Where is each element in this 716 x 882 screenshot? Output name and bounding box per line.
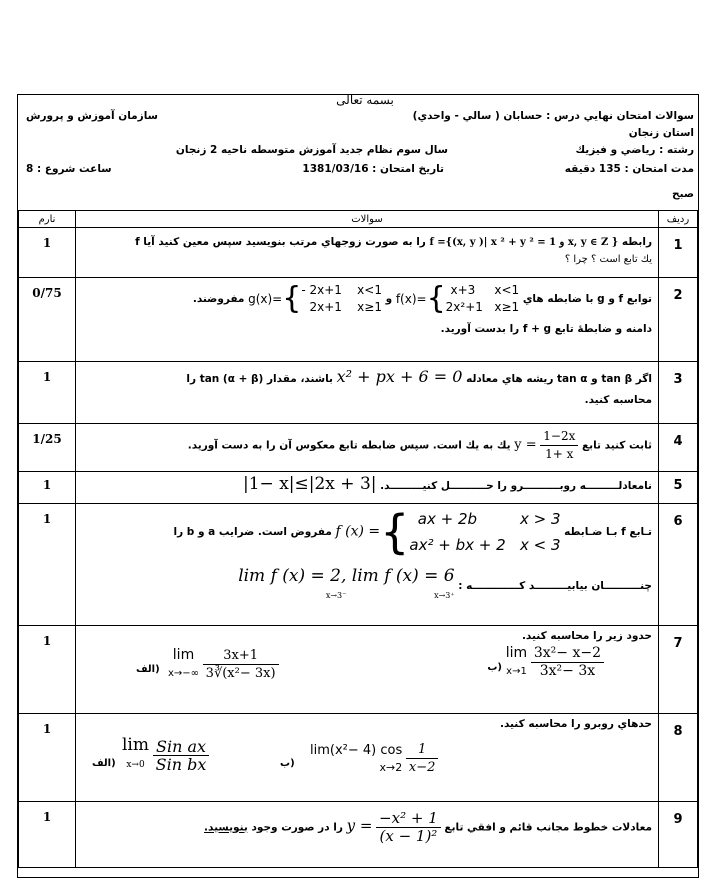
- question-text: حدود زير را محاسبه كنيد. ب) lim x→1 $\frac{\text{3x²− x−2}}{\text{3x²− 3x}}$ الف) lim x→−∞ $\frac{3x+1}{\text{3∛(x²− 3x)}}$: [136, 630, 652, 681]
- question-text: معادلات خطوط مجانب قائم و افقي تابع y = $\frac{\text{−x² + 1}}{\text{(x − 1)²}}$ را در صورت وجود بنويسيد.: [204, 809, 652, 845]
- col-row-header: رديف: [659, 211, 698, 228]
- question-number: 5: [673, 478, 683, 493]
- question-row: [19, 714, 698, 802]
- question-number: 7: [673, 636, 683, 651]
- province: استان زنجان: [628, 127, 694, 139]
- question-text: رابطه f ={(x, y )| x ² + y ² = 1 و x, y ∈ Z } را به صورت زوجهاي مرتب بنويسيد سپس معين كنيد آيا f يك تابع است ؟ چرا ؟: [135, 236, 652, 265]
- exam-title: سوالات امتحان نهايي درس : حسابان ( سالي - واحدي): [412, 110, 694, 122]
- grade: سال سوم نظام جديد آموزش متوسطه ناحيه 2 زنجان: [175, 144, 448, 156]
- question-number: 1: [673, 238, 683, 253]
- col-score-header: نارم: [19, 211, 76, 228]
- question-row: [19, 472, 698, 504]
- question-score: 1: [42, 722, 52, 736]
- question-score: 1: [42, 478, 52, 492]
- question-row: [19, 278, 698, 362]
- question-score: 1/25: [32, 432, 62, 446]
- start-time: ساعت شروع : 8: [26, 163, 112, 175]
- session: صبح: [672, 188, 694, 200]
- piecewise-f: f (x) ={ ax + 2b x > 3 ax² + bx + 2 x < 3: [335, 505, 561, 559]
- question-text: نامعادلـــــــــه روبــــــــــرو را حــــــــــل كنيـــــــــد. |1− x|≤|2x + 3|: [243, 474, 652, 494]
- field: رشته : رياضي و فيزيك: [575, 144, 694, 156]
- question-text: توابع f و g با ضابطه هاي f(x)={ x+3 x<1 2x²+1 x≥1 و g(x)={- 2x+1 x<1 2x+1 x≥1 مفروضند. دامنه و ضابطهٔ تابع f + g را بدست آوريد.: [192, 281, 652, 335]
- question-score: 1: [42, 634, 52, 648]
- question-row: [19, 362, 698, 424]
- exam-date: تاريخ امتحان : 1381/03/16: [302, 163, 444, 175]
- piecewise-f: f(x)={ x+3 x<1 2x²+1 x≥1: [395, 281, 520, 316]
- question-row: [19, 504, 698, 626]
- question-row: [19, 424, 698, 472]
- question-score: 1: [42, 512, 52, 526]
- piecewise-g: g(x)={- 2x+1 x<1 2x+1 x≥1: [248, 281, 382, 316]
- basmala: بسمه تعالی: [336, 93, 394, 107]
- question-number: 2: [673, 288, 683, 303]
- question-row: [19, 626, 698, 714]
- question-score: 0/75: [32, 286, 62, 300]
- organization: سازمان آموزش و پرورش: [26, 110, 158, 122]
- question-text: اگر tan β و tan α ريشه هاي معادله x² + px + 6 = 0 باشند، مقدار tan (α + β) را محاسبه كنيد.: [186, 367, 652, 406]
- question-number: 3: [673, 372, 683, 387]
- question-score: 1: [42, 810, 52, 824]
- question-number: 9: [673, 812, 683, 827]
- col-questions-header: سوالات: [76, 211, 659, 228]
- question-text: تـابع f بـا ضـابطه f (x) ={ ax + 2b x > 3 ax² + bx + 2 x < 3 مفروض است. ضرايب a و b را چنــــــــــان بيابيـــــــــد كـــــــــــــه : lim f (x) = 2, lim f (x) = 6 x→3⁻ x→3⁺: [173, 505, 652, 600]
- question-score: 1: [42, 236, 52, 250]
- question-text: ثابت كنيد تابع y = $\frac{1-2x}{1+ x}$ يك به يك است. سپس ضابطه تابع معكوس آن را به دست آوريد.: [187, 429, 652, 461]
- duration: مدت امتحان : 135 دقيقه: [564, 163, 694, 175]
- questions-table: [18, 210, 698, 868]
- question-number: 8: [673, 724, 683, 739]
- table-header-row: [19, 211, 698, 228]
- question-number: 6: [673, 514, 683, 529]
- question-row: [19, 802, 698, 868]
- question-row: [19, 228, 698, 278]
- question-text: حدهاي روبرو را محاسبه كنيد. الف) lim x→0 $\frac{\text{Sin ax}}{\text{Sin bx}}$ ب) lim(x²− 4) cos x→2 $\frac{1}{x-2}$: [92, 718, 652, 775]
- question-number: 4: [673, 434, 683, 449]
- question-score: 1: [42, 370, 52, 384]
